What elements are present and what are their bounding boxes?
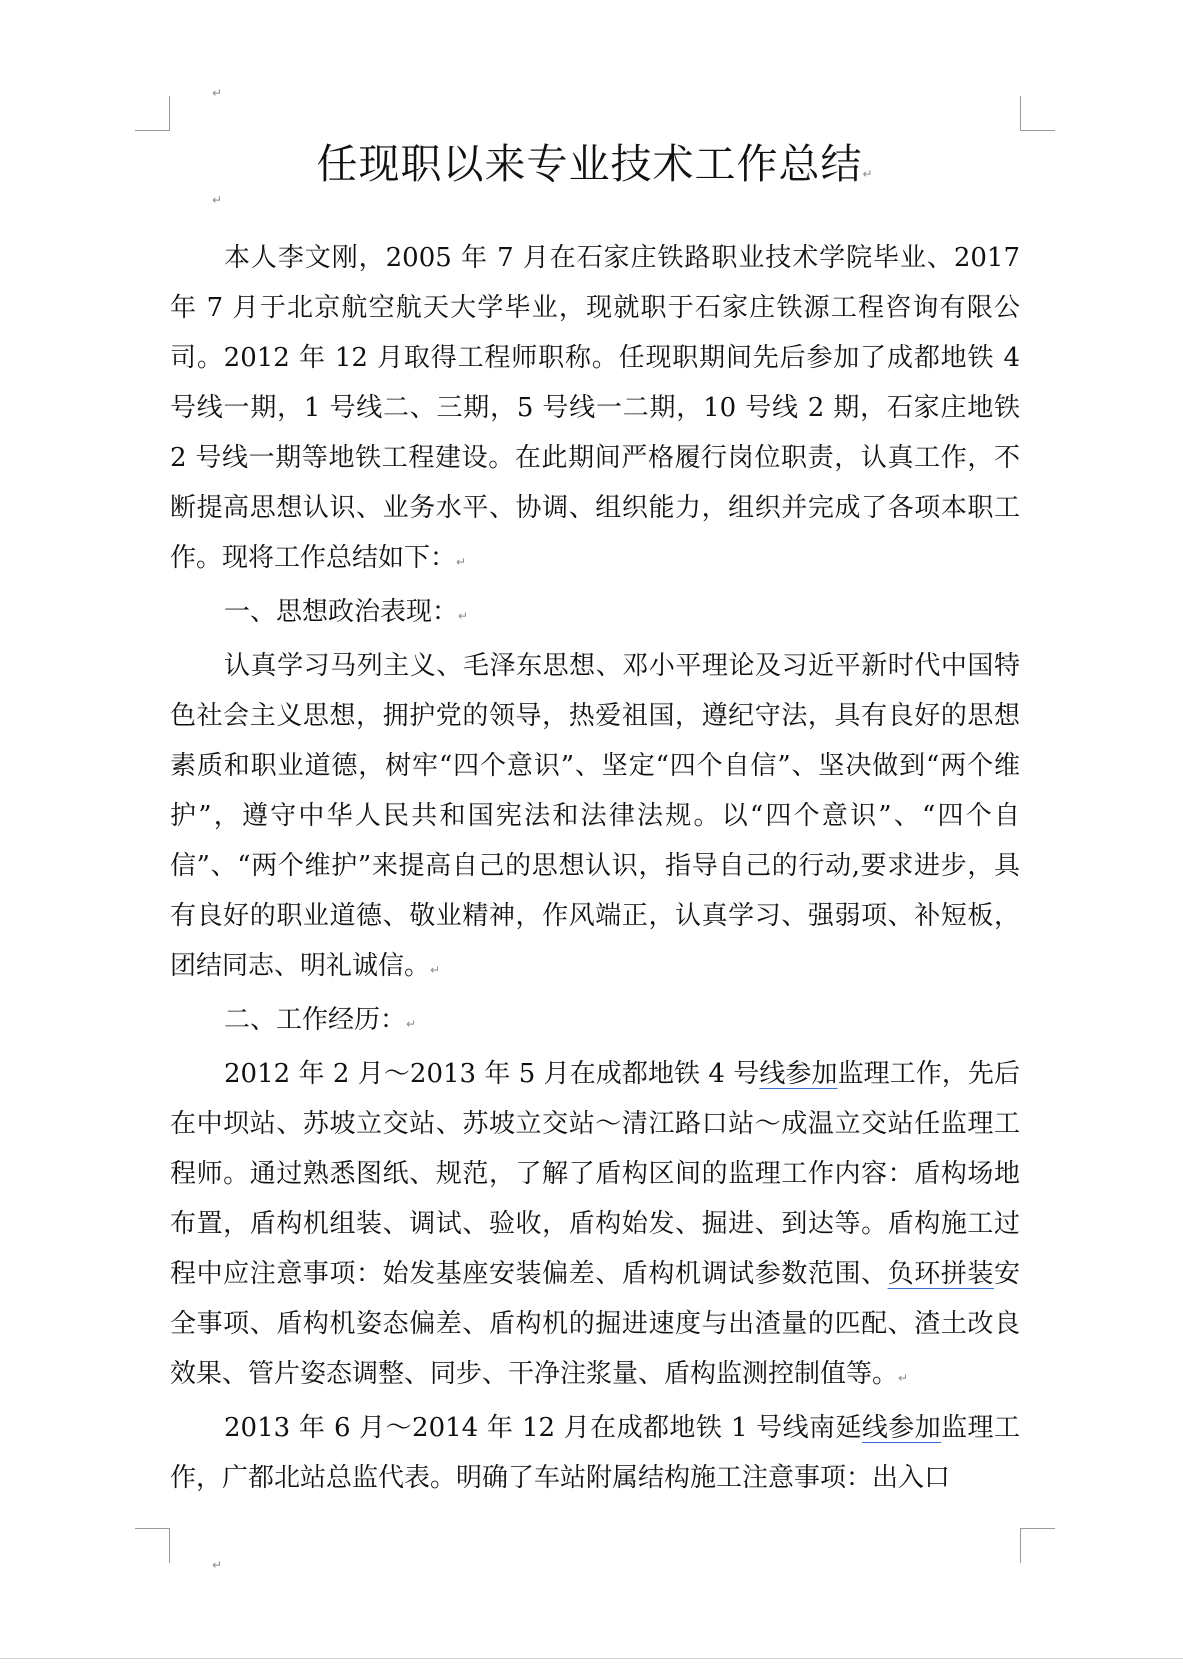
paragraph-politics[interactable]: 认真学习马列主义、毛泽东思想、邓小平理论及习近平新时代中国特色社会主义思想，拥护党的领导，热爱祖国，遵纪守法，具有良好的思想素质和职业道德，树牢“四个意识”、坚定“四个自信”、坚决做到“两个维护”，遵守中华人民共和国宪法和法律法规。以“四个意识”、“四个自信”、“两个维护”来提高自己的思想认识，指导自己的行动,要求进步，具有良好的职业道德、敬业精神，作风端正，认真学习、强弱项、补短板，团结同志、明礼诚信。↵ <box>170 651 1020 981</box>
paragraph-mark-icon: ↵ <box>406 1017 417 1031</box>
page-bottom-divider <box>0 1658 1183 1659</box>
crop-mark-bottom-left <box>135 1528 170 1563</box>
document-body[interactable] <box>170 233 1020 1503</box>
paragraph-mark-icon: ↵ <box>458 609 469 623</box>
paragraph-mark-icon: ↵ <box>212 1558 223 1572</box>
section-heading-work[interactable]: 二、工作经历：↵ <box>224 1005 417 1035</box>
paragraph-mark-icon: ↵ <box>430 963 441 977</box>
document-title[interactable]: 任现职以来专业技术工作总结↵ <box>316 140 874 188</box>
section-heading-politics[interactable]: 一、思想政治表现：↵ <box>224 597 469 627</box>
crop-mark-top-left <box>135 96 170 131</box>
paragraph-mark-icon: ↵ <box>862 167 874 181</box>
spellcheck-underline: 线参加 <box>759 1059 838 1089</box>
paragraph-mark-icon: ↵ <box>212 193 223 207</box>
paragraph-mark-icon: ↵ <box>898 1371 909 1385</box>
spellcheck-underline: 负环拼装 <box>887 1259 994 1289</box>
paragraph-work-chengdu-line4[interactable]: 2012 年 2 月～2013 年 5 月在成都地铁 4 号线参加监理工作，先后在中坝站、苏坡立交站、苏坡立交站～清江路口站～成温立交站任监理工程师。通过熟悉图纸、规范，了解了盾构区间的监理工作内容：盾构场地布置，盾构机组装、调试、验收，盾构始发、掘进、到达等。盾构施工过程中应注意事项：始发基座安装偏差、盾构机调试参数范围、负环拼装安全事项、盾构机姿态偏差、盾构机的掘进速度与出渣量的匹配、渣土改良效果、管片姿态调整、同步、干净注浆量、盾构监测控制值等。↵ <box>170 1059 1020 1389</box>
spellcheck-underline: 线参加 <box>861 1413 942 1443</box>
paragraph-mark-icon: ↵ <box>212 86 223 100</box>
crop-mark-top-right <box>1020 96 1055 131</box>
paragraph-work-chengdu-line1[interactable]: 2013 年 6 月～2014 年 12 月在成都地铁 1 号线南延线参加监理工作，广都北站总监代表。明确了车站附属结构施工注意事项：出入口 <box>170 1413 1020 1493</box>
crop-mark-bottom-right <box>1020 1528 1055 1563</box>
paragraph-mark-icon: ↵ <box>456 555 467 569</box>
paragraph-intro[interactable]: 本人李文刚，2005 年 7 月在石家庄铁路职业技术学院毕业、2017 年 7 月于北京航空航天大学毕业，现就职于石家庄铁源工程咨询有限公司。2012 年 12 月取得工程师职称。任现职期间先后参加了成都地铁 4 号线一期，1 号线二、三期，5 号线一二期，10 号线 2 期，石家庄地铁 2 号线一期等地铁工程建设。在此期间严格履行岗位职责，认真工作，不断提高思想认识、业务水平、协调、组织能力，组织并完成了各项本职工作。现将工作总结如下：↵ <box>170 243 1020 573</box>
